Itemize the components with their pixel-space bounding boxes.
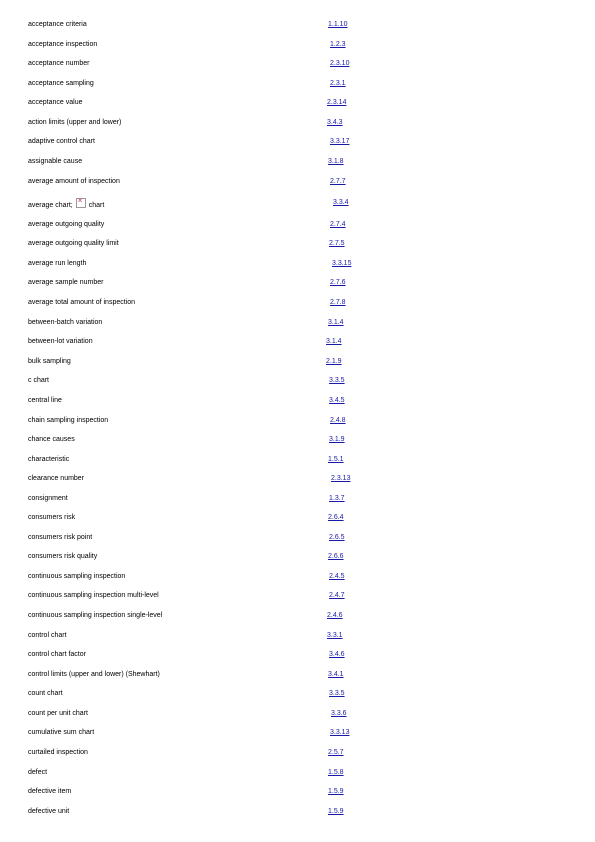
- index-term: characteristic: [28, 456, 70, 463]
- section-reference-link[interactable]: 3.1.8: [328, 158, 344, 165]
- section-reference-link[interactable]: 2.3.14: [327, 99, 347, 106]
- index-entry: [0, 474, 595, 488]
- index-term: adaptive control chart: [28, 138, 95, 145]
- section-reference-link[interactable]: 3.1.4: [326, 338, 342, 345]
- index-term: defective item: [28, 788, 72, 795]
- section-reference-link[interactable]: 1.1.10: [328, 21, 348, 28]
- index-term: average amount of inspection: [28, 178, 120, 185]
- section-reference-link[interactable]: 3.1.4: [328, 319, 344, 326]
- section-reference-link[interactable]: 2.7.7: [330, 178, 346, 185]
- index-entry: [0, 40, 595, 54]
- index-term: assignable cause: [28, 158, 83, 165]
- index-entry: [0, 670, 595, 684]
- section-reference-link[interactable]: 3.4.5: [329, 397, 345, 404]
- section-reference-link[interactable]: 2.7.5: [329, 240, 345, 247]
- index-entry: [0, 157, 595, 171]
- index-entry: [0, 376, 595, 390]
- section-reference-link[interactable]: 3.3.4: [333, 199, 349, 206]
- section-reference-link[interactable]: 2.3.10: [330, 60, 350, 67]
- section-reference-link[interactable]: 2.1.9: [326, 358, 342, 365]
- section-reference-link[interactable]: 2.7.4: [330, 221, 346, 228]
- section-reference-link[interactable]: 3.1.9: [329, 436, 345, 443]
- index-term: consumers risk point: [28, 534, 93, 541]
- index-term: chance causes: [28, 436, 75, 443]
- index-entry: [0, 552, 595, 566]
- index-entry: [0, 709, 595, 723]
- section-reference-link[interactable]: 3.3.13: [330, 729, 350, 736]
- index-entry: [0, 298, 595, 312]
- section-reference-link[interactable]: 2.6.4: [328, 514, 344, 521]
- index-entry: [0, 416, 595, 430]
- index-entry: [0, 220, 595, 234]
- index-entry: [0, 748, 595, 762]
- index-term: action limits (upper and lower): [28, 119, 122, 126]
- index-entry: [0, 513, 595, 527]
- section-reference-link[interactable]: 1.5.9: [328, 808, 344, 815]
- index-term: continuous sampling inspection single-level: [28, 612, 163, 619]
- index-term: curtailed inspection: [28, 749, 88, 756]
- section-reference-link[interactable]: 3.3.17: [330, 138, 350, 145]
- index-entry: [0, 259, 595, 273]
- index-entry: [0, 435, 595, 449]
- index-entry: [0, 20, 595, 34]
- section-reference-link[interactable]: 2.3.13: [331, 475, 351, 482]
- index-term-text: average chart;: [28, 202, 73, 209]
- section-reference-link[interactable]: 1.5.1: [328, 456, 344, 463]
- index-term: count per unit chart: [28, 710, 88, 717]
- index-entry: [0, 591, 595, 605]
- index-entry: [0, 689, 595, 703]
- index-term: consumers risk: [28, 514, 76, 521]
- index-term: acceptance number: [28, 60, 90, 67]
- index-term: cumulative sum chart: [28, 729, 95, 736]
- section-reference-link[interactable]: 2.6.6: [328, 553, 344, 560]
- index-entry: [0, 768, 595, 782]
- section-reference-link[interactable]: 1.2.3: [330, 41, 346, 48]
- index-term: average outgoing quality: [28, 221, 105, 228]
- section-reference-link[interactable]: 2.7.6: [330, 279, 346, 286]
- index-entry: [0, 239, 595, 253]
- index-term: average sample number: [28, 279, 104, 286]
- index-entry: [0, 357, 595, 371]
- section-reference-link[interactable]: 3.3.15: [332, 260, 352, 267]
- section-reference-link[interactable]: 3.3.6: [331, 710, 347, 717]
- index-entry: [0, 631, 595, 645]
- index-term: acceptance inspection: [28, 41, 98, 48]
- section-reference-link[interactable]: 1.5.8: [328, 769, 344, 776]
- index-term: [28, 198, 104, 211]
- index-term: consumers risk quality: [28, 553, 98, 560]
- section-reference-link[interactable]: 1.5.9: [328, 788, 344, 795]
- broken-image-icon: [76, 198, 86, 208]
- index-entry: [0, 318, 595, 332]
- index-term: c chart: [28, 377, 50, 384]
- index-term: acceptance criteria: [28, 21, 87, 28]
- index-term: average run length: [28, 260, 87, 267]
- index-term-text: chart: [88, 202, 105, 209]
- index-entry: [0, 137, 595, 151]
- index-term: average total amount of inspection: [28, 299, 136, 306]
- index-entry: [0, 177, 595, 191]
- index-term: control chart factor: [28, 651, 86, 658]
- index-term: continuous sampling inspection multi-level: [28, 592, 159, 599]
- index-term: continuous sampling inspection: [28, 573, 126, 580]
- index-entry: [0, 455, 595, 469]
- index-term: between-batch variation: [28, 319, 103, 326]
- index-term: defective unit: [28, 808, 70, 815]
- index-term: acceptance sampling: [28, 80, 94, 87]
- section-reference-link[interactable]: 2.6.5: [329, 534, 345, 541]
- section-reference-link[interactable]: 2.4.6: [327, 612, 343, 619]
- index-term: control chart: [28, 632, 67, 639]
- index-entry: [0, 728, 595, 742]
- section-reference-link[interactable]: 1.3.7: [329, 495, 345, 502]
- section-reference-link[interactable]: 3.3.5: [329, 377, 345, 384]
- section-reference-link[interactable]: 2.4.5: [329, 573, 345, 580]
- index-entry: [0, 611, 595, 625]
- index-term: bulk sampling: [28, 358, 71, 365]
- section-reference-link[interactable]: 3.4.1: [328, 671, 344, 678]
- section-reference-link[interactable]: 2.4.8: [330, 417, 346, 424]
- index-term: clearance number: [28, 475, 85, 482]
- section-reference-link[interactable]: 2.7.8: [330, 299, 346, 306]
- section-reference-link[interactable]: 3.4.6: [329, 651, 345, 658]
- index-term: defect: [28, 769, 48, 776]
- index-term: chain sampling inspection: [28, 417, 109, 424]
- index-term: central line: [28, 397, 62, 404]
- section-reference-link[interactable]: 3.3.5: [329, 690, 345, 697]
- index-entry: [0, 533, 595, 547]
- index-entry: [0, 79, 595, 93]
- index-entry: [0, 118, 595, 132]
- index-entry: [0, 787, 595, 801]
- index-term: consignment: [28, 495, 68, 502]
- index-entry: [0, 572, 595, 586]
- index-entry: [0, 198, 595, 212]
- index-term: control limits (upper and lower) (Shewhart): [28, 671, 160, 678]
- index-entry: [0, 59, 595, 73]
- index-entry: [0, 396, 595, 410]
- section-reference-link[interactable]: 3.3.1: [327, 632, 343, 639]
- section-reference-link[interactable]: 2.5.7: [328, 749, 344, 756]
- index-term: average outgoing quality limit: [28, 240, 119, 247]
- index-term: count chart: [28, 690, 63, 697]
- index-term: acceptance value: [28, 99, 83, 106]
- index-entry: [0, 98, 595, 112]
- index-entry: [0, 807, 595, 821]
- section-reference-link[interactable]: 2.4.7: [329, 592, 345, 599]
- section-reference-link[interactable]: 2.3.1: [330, 80, 346, 87]
- index-entry: [0, 650, 595, 664]
- index-term: between-lot variation: [28, 338, 93, 345]
- index-entry: [0, 278, 595, 292]
- index-entry: [0, 337, 595, 351]
- section-reference-link[interactable]: 3.4.3: [327, 119, 343, 126]
- index-entry: [0, 494, 595, 508]
